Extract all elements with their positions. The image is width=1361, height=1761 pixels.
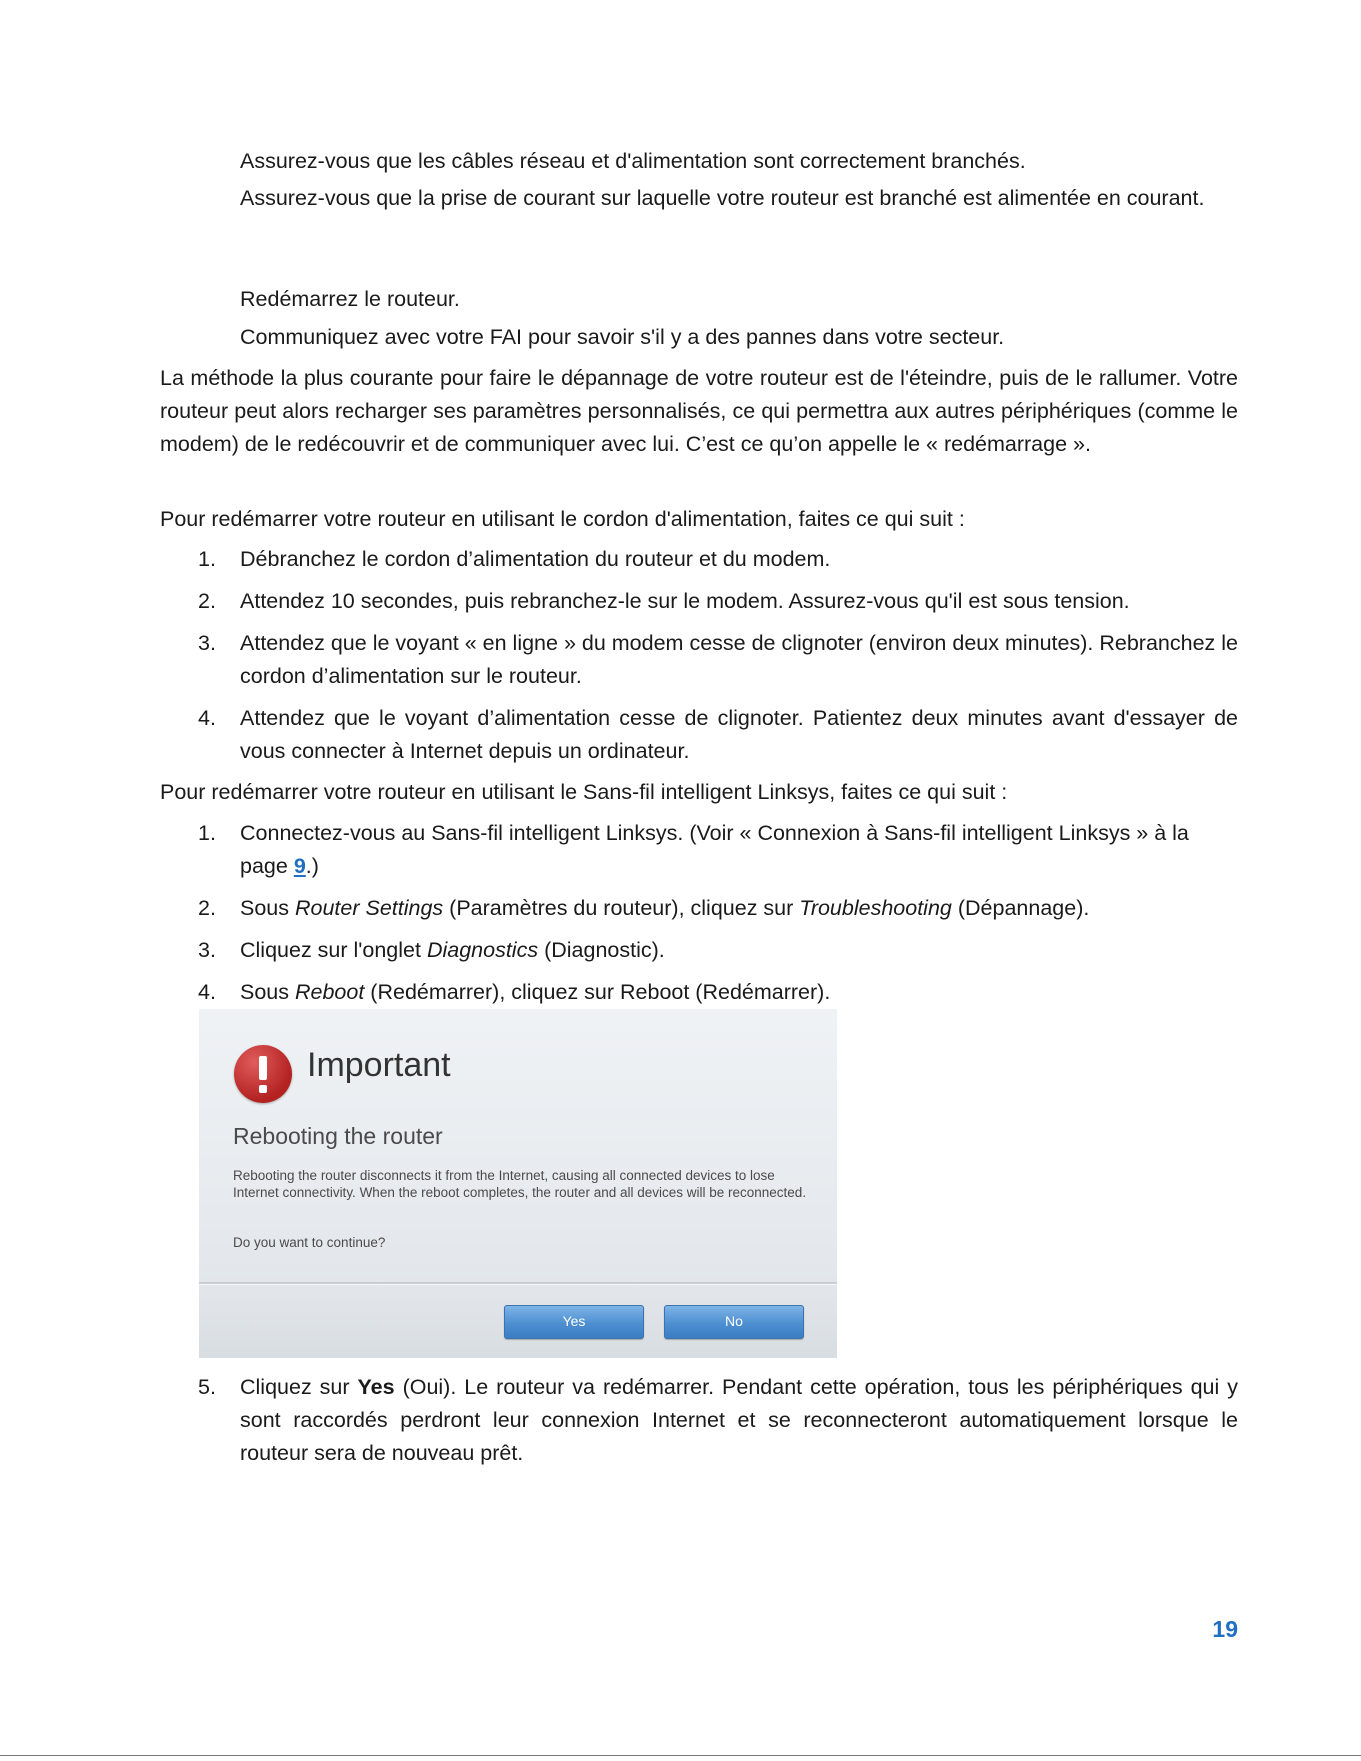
list-number: 2. bbox=[198, 896, 216, 920]
list-text: Attendez 10 secondes, puis rebranchez-le sur le modem. Assurez-vous qu'il est sous tension. bbox=[240, 589, 1130, 613]
list-text-part: .) bbox=[305, 854, 319, 878]
exclamation-icon bbox=[234, 1045, 292, 1103]
bullet-item: Assurez-vous que la prise de courant sur laquelle votre routeur est branché est alimentée en courant. bbox=[240, 186, 1205, 210]
list-item bbox=[198, 1371, 1238, 1470]
list-text-part: Connectez-vous au Sans-fil intelligent Linksys. (Voir « Connexion à Sans-fil intelligent Linksys » à la page bbox=[240, 821, 1189, 878]
bullet-item: Assurez-vous que les câbles réseau et d'alimentation sont correctement branchés. bbox=[240, 149, 1026, 173]
list-item bbox=[198, 934, 1238, 967]
page-link[interactable]: 9 bbox=[293, 854, 306, 878]
ui-term: Router Settings bbox=[294, 896, 444, 920]
dialog-subheading: Rebooting the router bbox=[233, 1123, 443, 1149]
list-text-part: (Diagnostic). bbox=[538, 938, 665, 962]
list-text: Attendez que le voyant « en ligne » du modem cesse de clignoter (environ deux minutes). Rebranchez le cordon d’alimentation sur le routeur. bbox=[240, 631, 1238, 688]
list-text bbox=[240, 1371, 1238, 1470]
bullet-item: Communiquez avec votre FAI pour savoir s'il y a des pannes dans votre secteur. bbox=[240, 325, 1005, 349]
bullet-item: Redémarrez le routeur. bbox=[240, 287, 460, 311]
list-number: 1. bbox=[198, 547, 216, 571]
list-item bbox=[198, 976, 1238, 1009]
dialog-question: Do you want to continue? bbox=[233, 1235, 386, 1250]
ui-term: Troubleshooting bbox=[799, 896, 952, 920]
page-number: 19 bbox=[1212, 1616, 1238, 1642]
smart-wifi-intro: Pour redémarrer votre routeur en utilisant le Sans-fil intelligent Linksys, faites ce qui suit : bbox=[160, 780, 1008, 804]
list-item bbox=[198, 543, 1238, 576]
list-number: 1. bbox=[198, 821, 216, 845]
list-item bbox=[198, 892, 1238, 925]
no-button[interactable]: No bbox=[664, 1305, 804, 1339]
list-text-part: (Oui). Le routeur va redémarrer. Pendant cette opération, tous les périphériques qui y sont raccordés perdront leur connexion Internet et se reconnecteront automatiquement lorsque le routeur sera de nouveau prêt. bbox=[240, 1375, 1239, 1465]
list-number: 4. bbox=[198, 980, 216, 1004]
list-number: 5. bbox=[198, 1375, 216, 1399]
intro-paragraph: La méthode la plus courante pour faire le dépannage de votre routeur est de l'éteindre, puis de le rallumer. Votre routeur peut alors recharger ses paramètres personnalisés, ce qui permettra aux autres périphériques (comme le modem) de le redécouvrir et de communiquer avec lui. C’est ce qu’on appelle le « redémarrage ». bbox=[160, 366, 1238, 456]
list-number: 3. bbox=[198, 631, 216, 655]
footer-rule bbox=[0, 1755, 1361, 1756]
list-text-part: (Redémarrer), cliquez sur Reboot (Redémarrer). bbox=[364, 980, 831, 1004]
list-number: 2. bbox=[198, 589, 216, 613]
list-item bbox=[198, 585, 1238, 618]
list-text bbox=[240, 892, 1238, 925]
list-number: 4. bbox=[198, 706, 216, 730]
list-text-part: (Dépannage). bbox=[951, 896, 1090, 920]
list-text-part: Cliquez sur l'onglet bbox=[240, 938, 427, 962]
list-text-part: Sous bbox=[240, 980, 295, 1004]
ui-term: Diagnostics bbox=[426, 938, 539, 962]
dialog-body: Rebooting the router disconnects it from the Internet, causing all connected devices to lose Internet connectivity. When the reboot completes, the router and all devices will be reconnected. bbox=[233, 1168, 807, 1200]
list-text-part: Sous bbox=[240, 896, 295, 920]
list-text bbox=[240, 976, 1238, 1009]
list-item bbox=[198, 702, 1238, 768]
dialog-heading: Important bbox=[307, 1046, 451, 1084]
list-text bbox=[240, 934, 1238, 967]
list-text bbox=[240, 817, 1238, 883]
power-cord-intro: Pour redémarrer votre routeur en utilisant le cordon d'alimentation, faites ce qui suit : bbox=[160, 507, 965, 531]
list-number: 3. bbox=[198, 938, 216, 962]
list-text: Attendez que le voyant d’alimentation cesse de clignoter. Patientez deux minutes avant d'essayer de vous connecter à Internet depuis un ordinateur. bbox=[240, 706, 1238, 763]
list-item bbox=[198, 817, 1238, 883]
list-item bbox=[198, 627, 1238, 693]
list-text-part: Cliquez sur bbox=[240, 1375, 358, 1399]
ui-term: Yes bbox=[357, 1375, 395, 1399]
list-text: Débranchez le cordon d’alimentation du routeur et du modem. bbox=[240, 547, 831, 571]
yes-button[interactable]: Yes bbox=[504, 1305, 644, 1339]
reboot-dialog-screenshot bbox=[199, 1009, 837, 1358]
list-text-part: (Paramètres du routeur), cliquez sur bbox=[443, 896, 800, 920]
ui-term: Reboot bbox=[294, 980, 365, 1004]
